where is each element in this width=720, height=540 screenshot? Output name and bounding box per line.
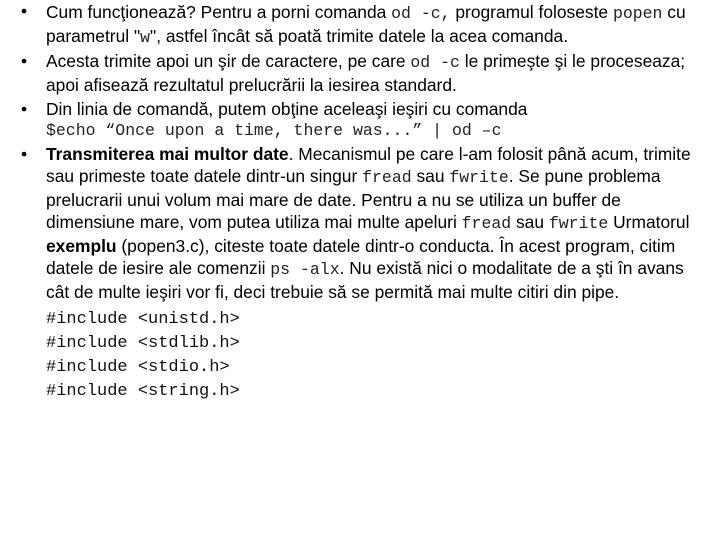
code-inline: fwrite: [449, 168, 509, 187]
text: (popen3.c), citeste toate datele dintr-o conducta. În acest program, citim datele de iesire ale comenzii: [46, 236, 676, 278]
include-line: #include <stdio.h>: [46, 358, 230, 377]
text: cu parametrul ": [46, 2, 686, 46]
bullet-item-how-it-works: [0, 0, 720, 49]
text: Din linia de comandă, putem obţine aceleaşi ieşiri cu comanda: [46, 99, 528, 119]
code-inline: popen: [612, 4, 663, 23]
code-inline: fread: [461, 214, 512, 233]
bullet-marker: •: [21, 51, 28, 71]
text: le primeşte şi le proceseaza; apoi afisează rezultatul prelucrării la iesirea standard.: [46, 51, 686, 95]
text: sau: [511, 212, 549, 232]
text: . Nu există nici o modalitate de a şti în avans cât de multe ieşiri vor fi, deci trebuie să se permită mai multe citiri din pipe.: [46, 258, 684, 302]
include-line: #include <stdlib.h>: [46, 334, 240, 353]
code-inline: fwrite: [548, 214, 609, 233]
bullet-item-command-line: [0, 98, 720, 142]
text: Acesta trimite apoi un şir de caractere, pe care: [46, 51, 411, 71]
bullet-marker: •: [21, 144, 28, 164]
include-line: #include <unistd.h>: [46, 310, 240, 329]
text: . Se pune problema prelucrarii unui volum mai mare de date. Pentru a nu se utiliza un buffer de dimensiune mare, vom putea utiliza mai multe apeluri: [46, 166, 661, 232]
code-inline: fread: [362, 168, 412, 187]
code-inline: od -c: [410, 53, 460, 72]
bullet-item-multiple-data: [0, 143, 720, 404]
bullet-item-sends-string: [0, 50, 720, 96]
code-inline: ps -alx: [270, 260, 340, 279]
bullet-marker: •: [21, 99, 28, 119]
bold-text: exemplu: [46, 236, 117, 256]
text: sau: [411, 166, 450, 186]
include-block: [46, 308, 708, 404]
code-inline: od -c,: [391, 4, 451, 23]
echo-command: $echo “Once upon a time, there was...” | od –c: [46, 121, 502, 140]
text: . Mecanismul pe care l-am folosit până acum, trimite sau primeste toate datele dintr-un singur: [46, 144, 691, 186]
text: ", astfel încât să poată trimite datele la acea comanda.: [150, 26, 569, 46]
text: Urmatorul: [608, 212, 690, 232]
code-inline: w: [140, 28, 151, 47]
include-line: #include <string.h>: [46, 382, 240, 401]
bold-heading: Transmiterea mai multor date: [46, 144, 289, 164]
text: Cum funcţionează? Pentru a porni comanda: [46, 2, 392, 22]
text: programul foloseste: [450, 2, 613, 22]
bullet-marker: •: [21, 1, 28, 21]
